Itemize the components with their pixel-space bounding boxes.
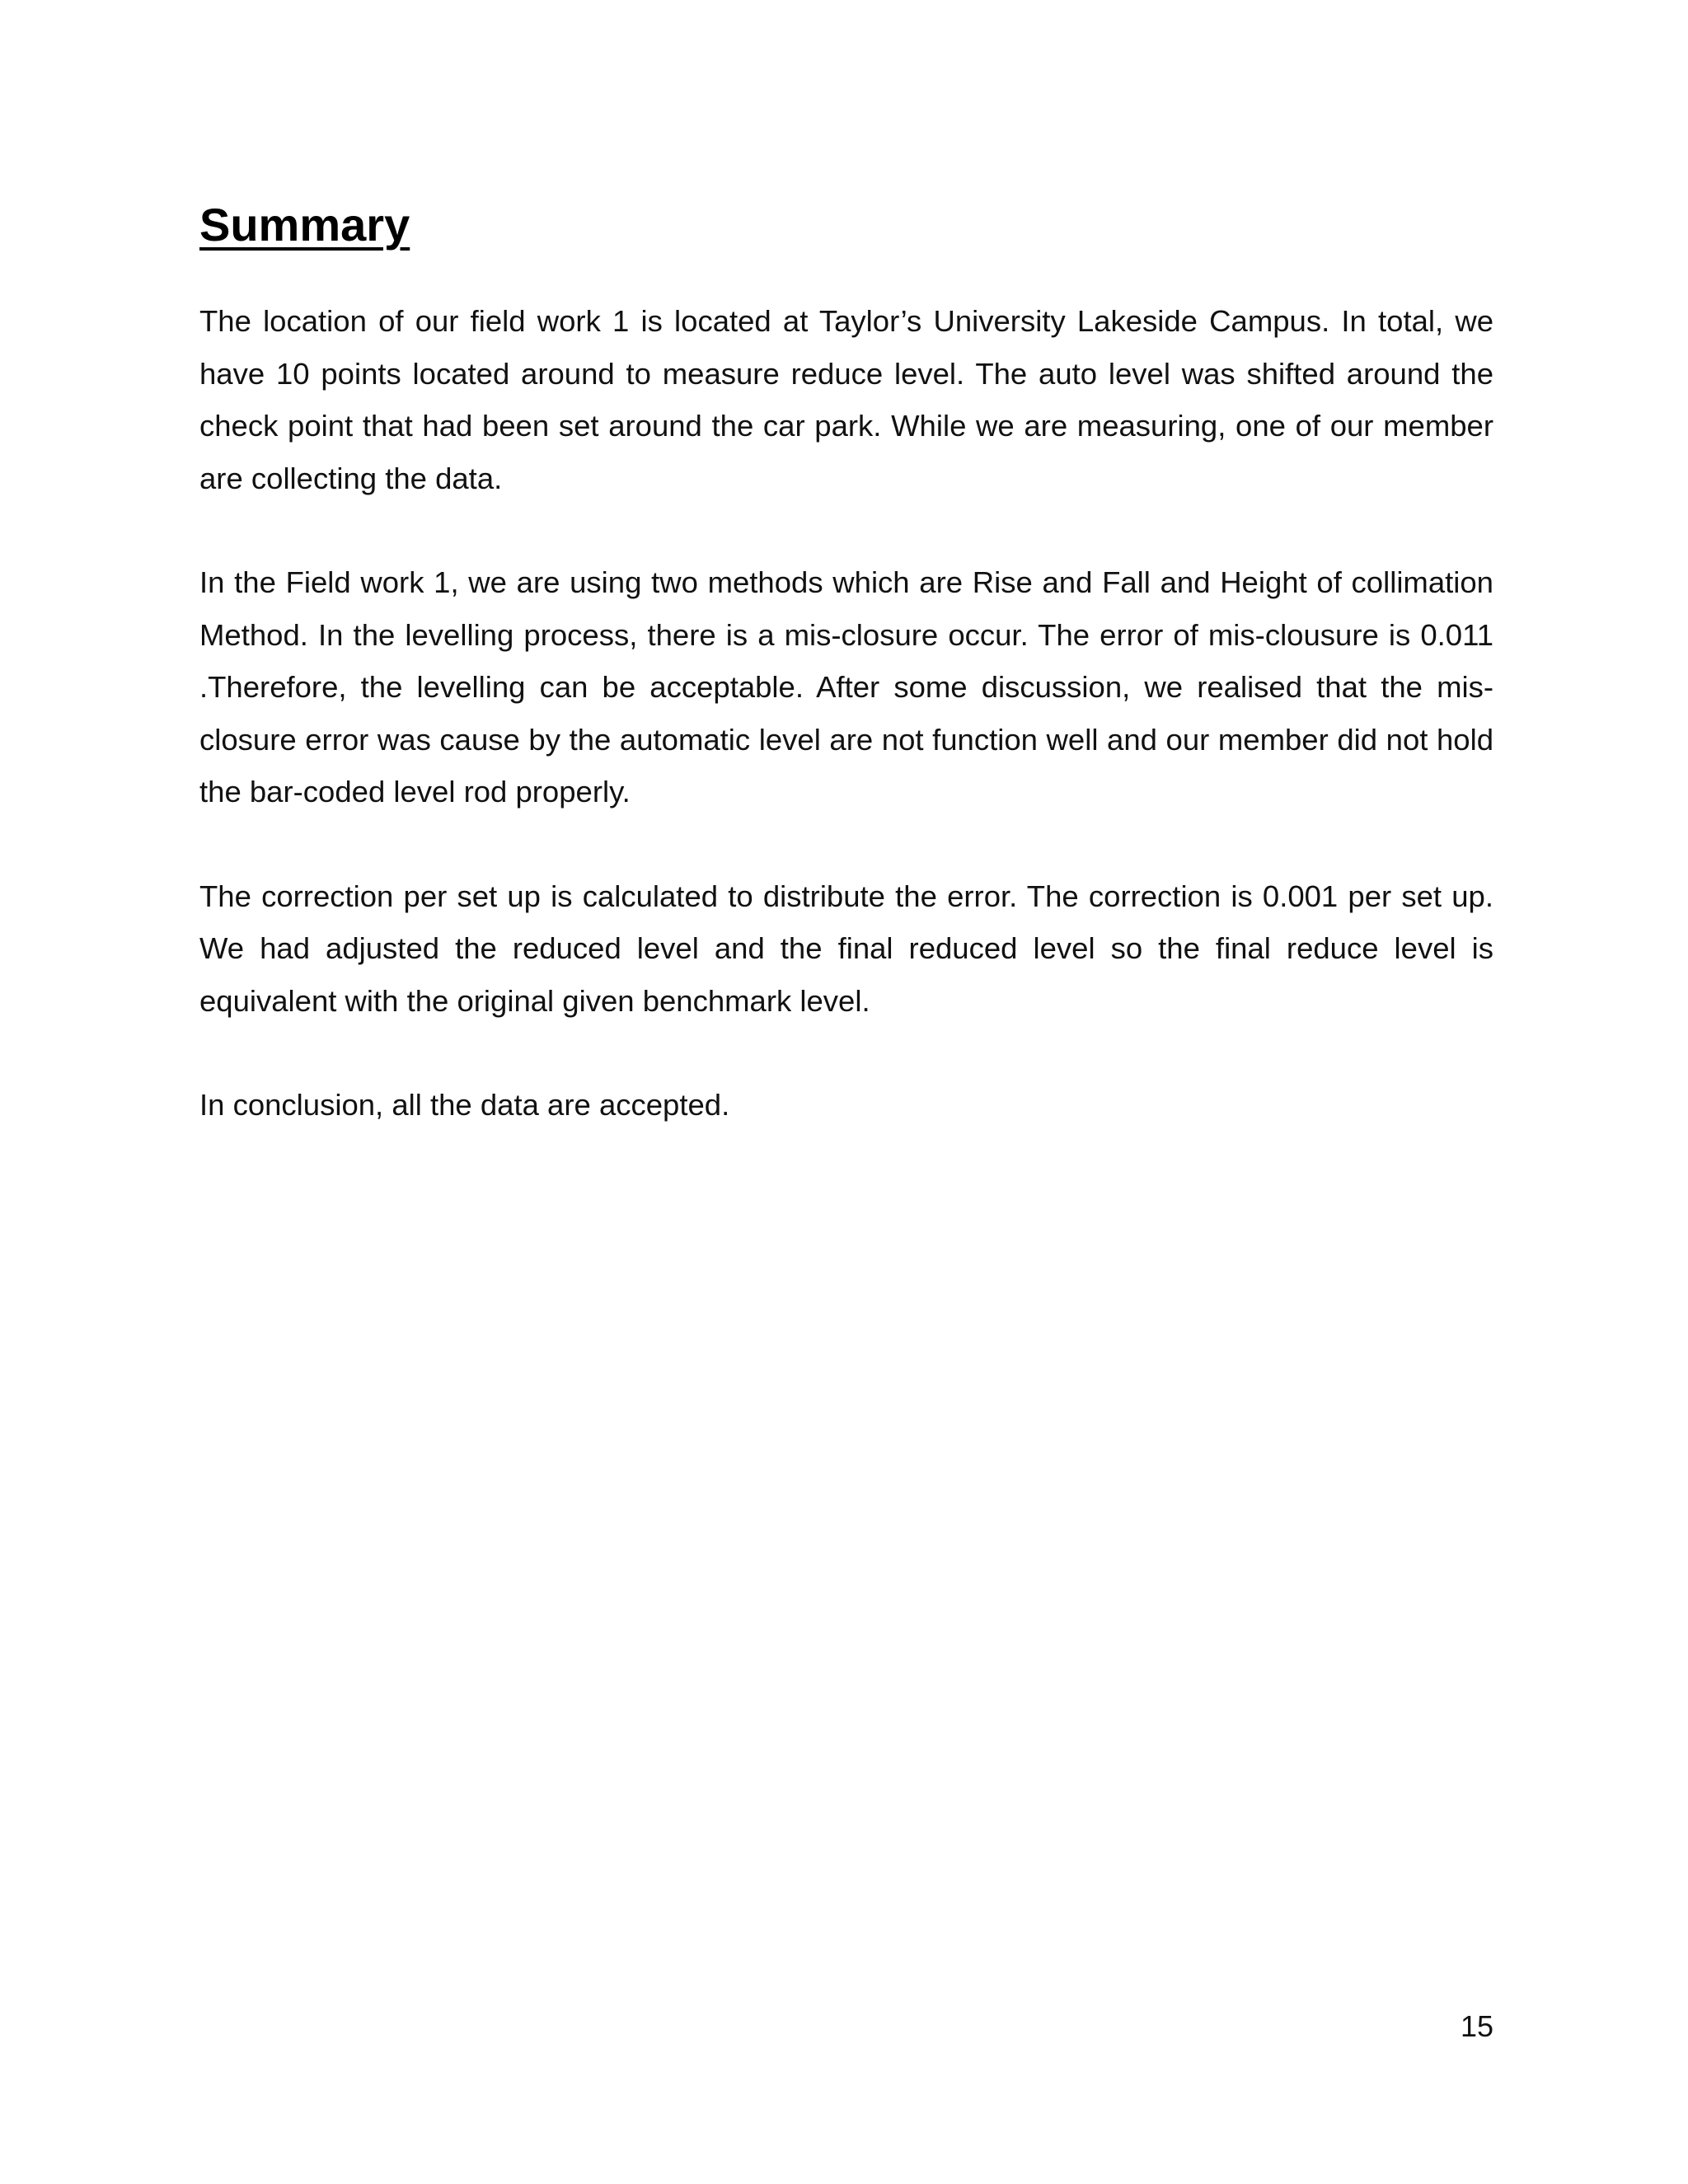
paragraph-methods: In the Field work 1, we are using two methods which are Rise and Fall and Height of collimation Method. In the levelling process, there is a mis-closure occur. The error of mis-clousure is 0.011 .Therefore, the levelling can be acceptable. After some discussion, we realised that the mis-closure error was cause by the automatic level are not function well and our member did not hold the bar-coded level rod properly. [199,565,1493,808]
section-heading: Summary [199,199,410,251]
paragraph-correction: The correction per set up is calculated to distribute the error. The correction is 0.001 per set up. We had adjusted the reduced level and the final reduced level so the final reduce level is equivalent with the original given benchmark level. [199,879,1493,1018]
page-number: 15 [1460,2009,1493,2043]
paragraph-conclusion: In conclusion, all the data are accepted. [199,1088,730,1122]
paragraph-location: The location of our field work 1 is located at Taylor’s University Lakeside Campus. In total, we have 10 points located around to measure reduce level. The auto level was shifted around the check point that had been set around the car park. While we are measuring, one of our member are collecting the data. [199,304,1493,495]
page-content [199,191,1493,1132]
